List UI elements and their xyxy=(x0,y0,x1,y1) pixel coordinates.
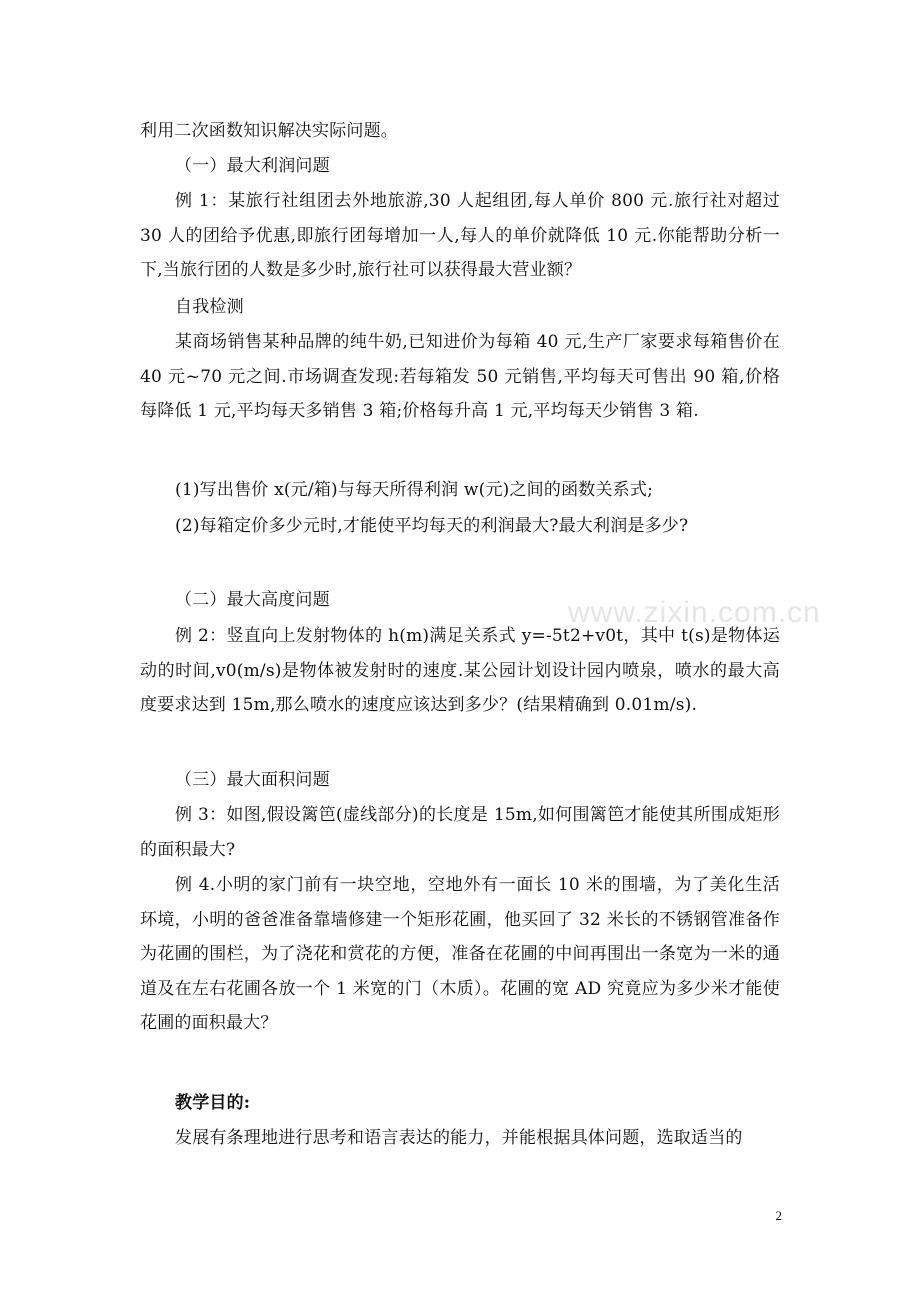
self-check-paragraph: 某商场销售某种品牌的纯牛奶,已知进价为每箱 40 元,生产厂家要求每箱售价在 40 元~70 元之间.市场调查发现:若每箱发 50 元销售,平均每天可售出 90 箱,价格每降低 1 元,平均每天多销售 3 箱;价格每升高 1 元,平均每天少销售 3 箱. xyxy=(140,332,780,421)
example4-paragraph: 例 4.小明的家门前有一块空地，空地外有一面长 10 米的围墙，为了美化生活环境，小明的爸爸准备靠墙修建一个矩形花圃，他买回了 32 米长的不锈钢管准备作为花圃的围栏，为了浇花和赏花的方便，准备在花圃的中间再围出一条宽为一米的通道及在左右花圃各放一个 1 米宽的门（木质）。花圃的宽 AD 究竟应为多少米才能使花圃的面积最大？ xyxy=(140,875,780,1033)
teaching-goal-title: 教学目的: xyxy=(175,1093,251,1113)
watermark: www.zixin.com.cn xyxy=(568,596,821,629)
section1-title: （一）最大利润问题 xyxy=(175,156,330,176)
section3-title: （三）最大面积问题 xyxy=(175,770,330,790)
example3-paragraph: 例 3：如图,假设篱笆(虚线部分)的长度是 15m,如何围篱笆才能使其所围成矩形的面积最大? xyxy=(140,805,780,860)
self-check-title: 自我检测 xyxy=(175,297,244,317)
section2-title: （二）最大高度问题 xyxy=(175,590,330,610)
question-2: (2)每箱定价多少元时,才能使平均每天的利润最大?最大利润是多少? xyxy=(175,516,689,536)
example1-paragraph: 例 1：某旅行社组团去外地旅游,30 人起组团,每人单价 800 元.旅行社对超过 30 人的团给予优惠,即旅行团每增加一人,每人的单价就降低 10 元.你能帮助分析一下,当旅行团的人数是多少时,旅行社可以获得最大营业额？ xyxy=(140,191,780,280)
teaching-goal-paragraph: 发展有条理地进行思考和语言表达的能力，并能根据具体问题，选取适当的 xyxy=(175,1128,743,1148)
intro-line: 利用二次函数知识解决实际问题。 xyxy=(140,121,398,141)
example2-paragraph: 例 2：竖直向上发射物体的 h(m)满足关系式 y=-5t2+v0t，其中 t(s)是物体运动的时间,v0(m/s)是物体被发射时的速度.某公园计划设计园内喷泉，喷水的最大高度要求达到 15m,那么喷水的速度应该达到多少？(结果精确到 0.01m/s). xyxy=(140,626,780,715)
question-1: (1)写出售价 x(元/箱)与每天所得利润 w(元)之间的函数关系式; xyxy=(175,480,654,500)
page-number: 2 xyxy=(775,1208,782,1223)
